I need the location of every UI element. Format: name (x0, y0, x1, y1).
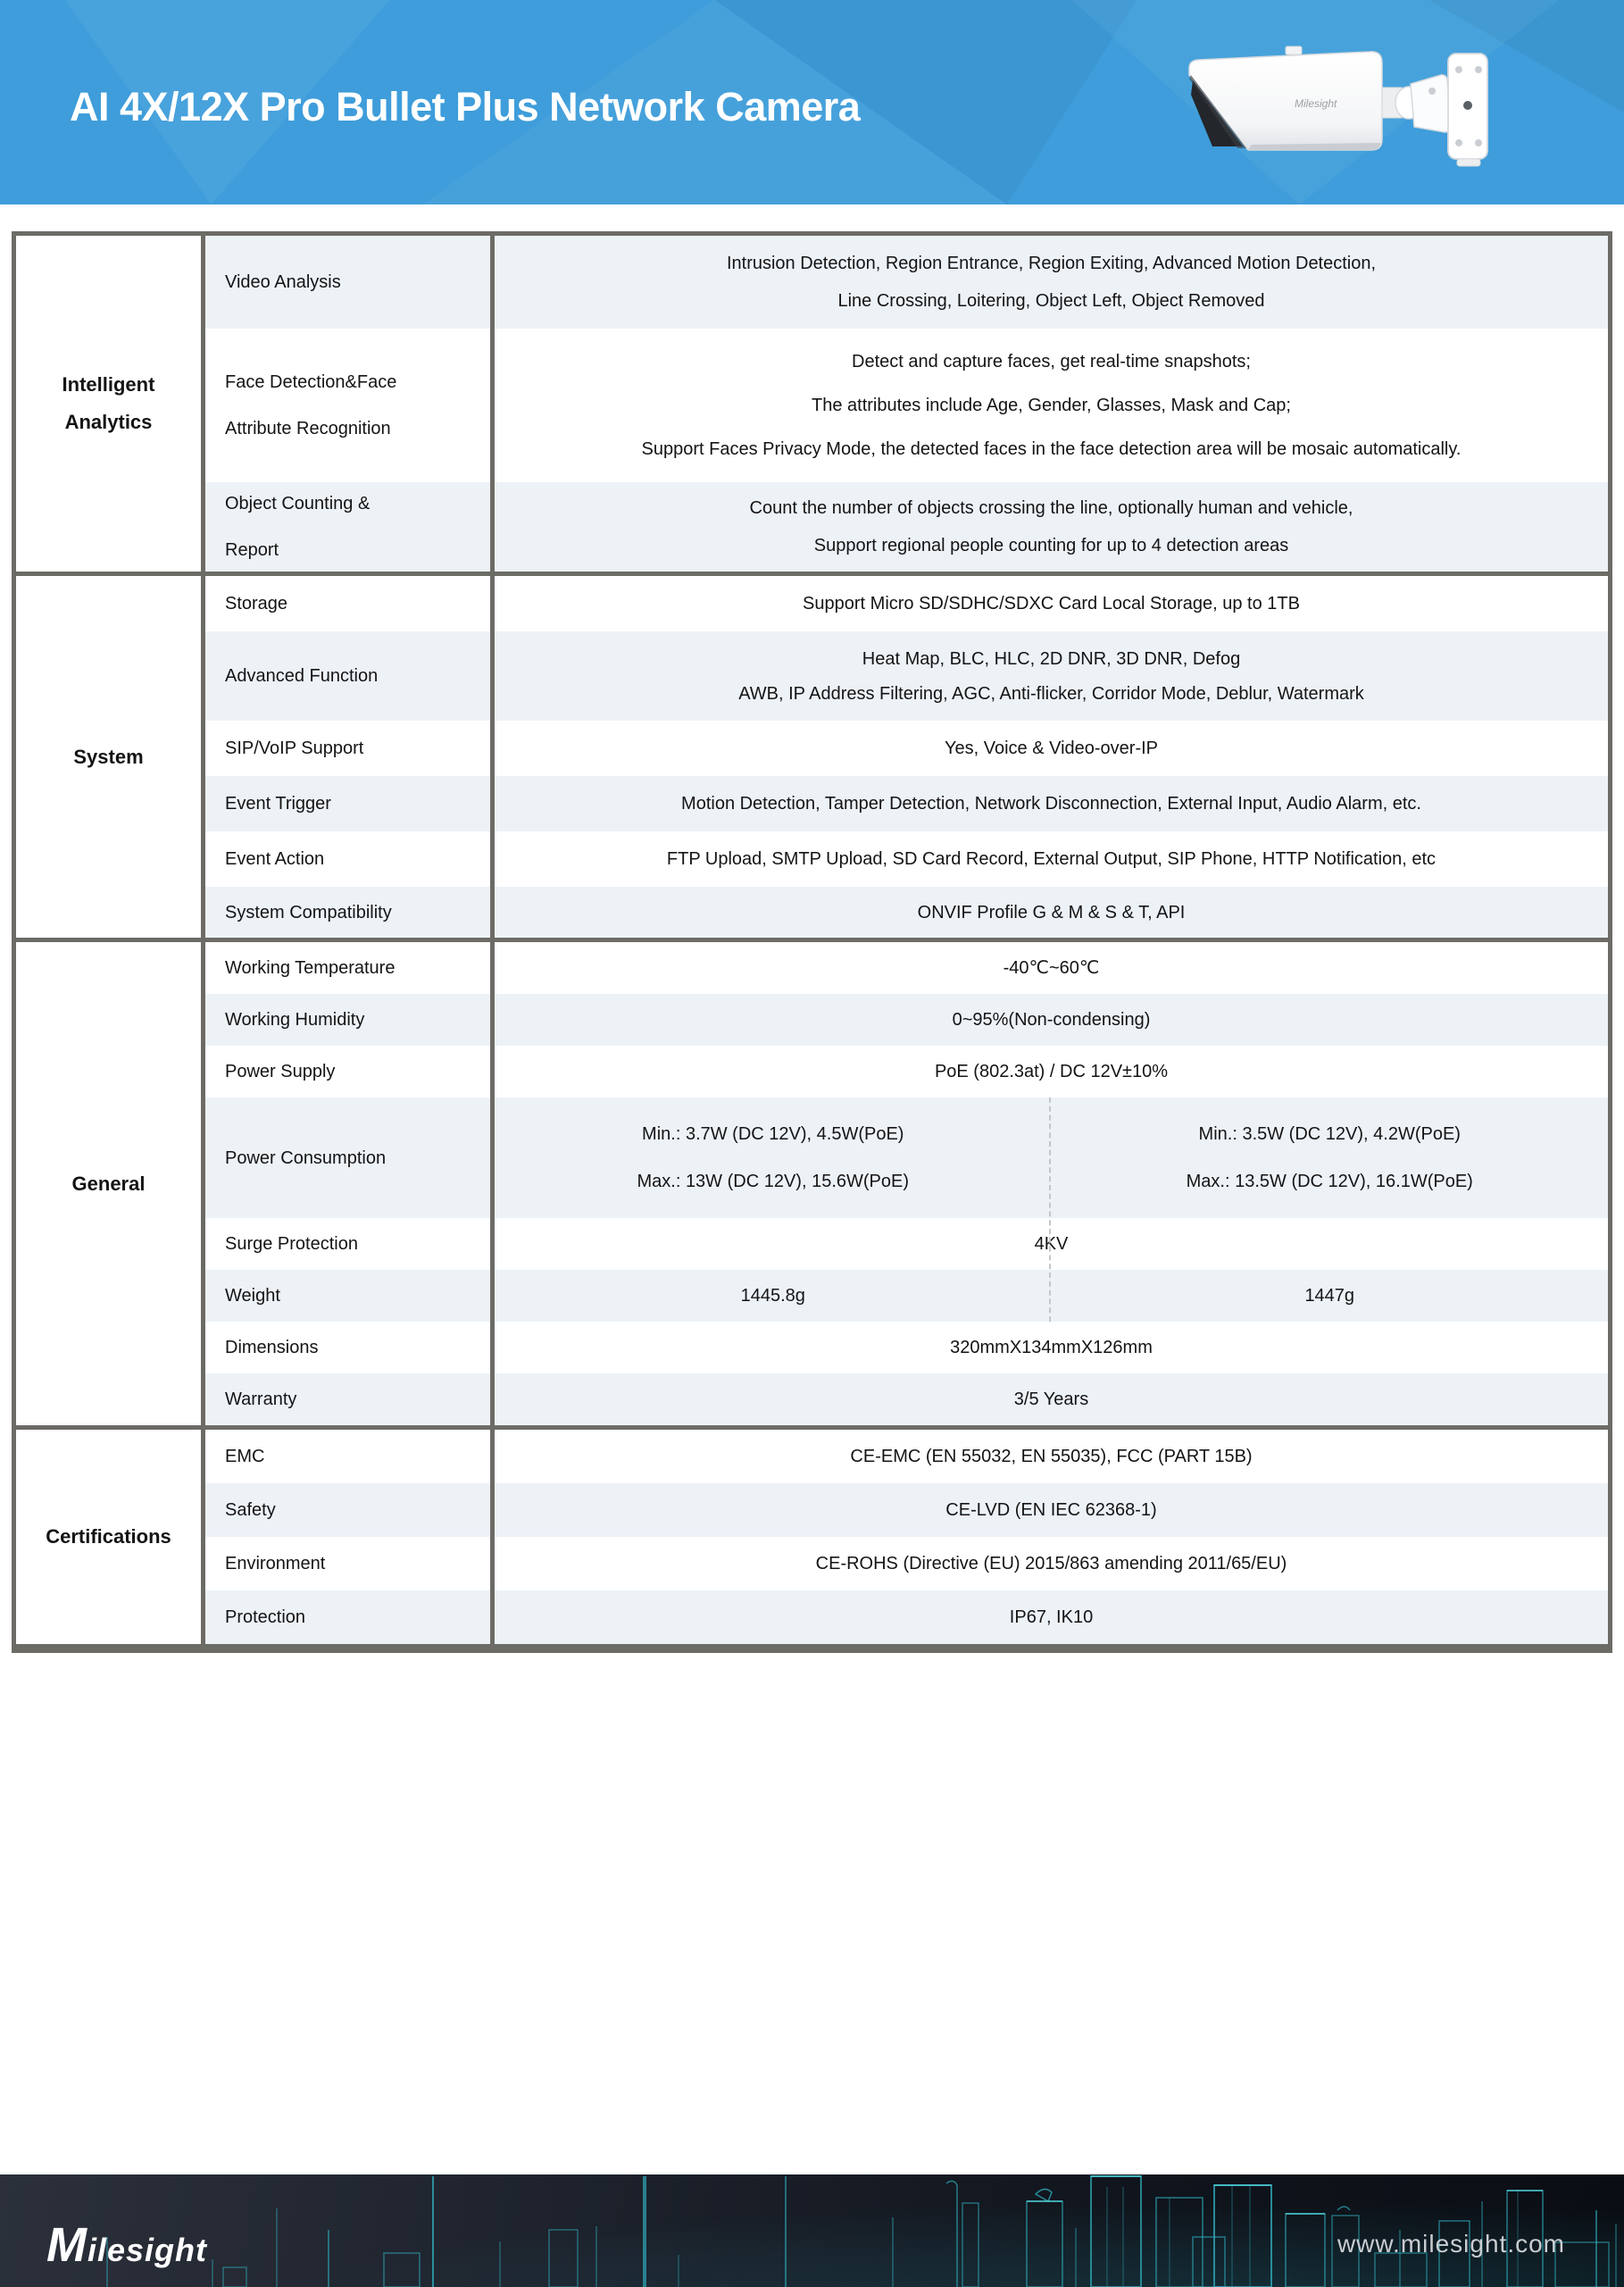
milesight-logo: Milesight (46, 2218, 208, 2272)
spec-row-warranty (205, 1373, 1608, 1425)
spec-row-weight (205, 1270, 1608, 1322)
row-value: 4KV (495, 1218, 1608, 1270)
row-value (495, 1270, 1608, 1322)
row-label: SIP/VoIP Support (205, 721, 495, 776)
row-value: Yes, Voice & Video-over-IP (495, 721, 1608, 776)
spec-row-event-trigger (205, 776, 1608, 831)
row-value: CE-EMC (EN 55032, EN 55035), FCC (PART 15B) (495, 1430, 1608, 1483)
footer-website: www.milesight.com (1337, 2230, 1565, 2258)
row-label: Weight (205, 1270, 495, 1322)
dashed-column-divider (1049, 1098, 1051, 1322)
row-label: Working Temperature (205, 942, 495, 994)
spec-row-protection (205, 1590, 1608, 1644)
row-label: Event Action (205, 831, 495, 887)
spec-row-object-counting (205, 482, 1608, 572)
row-value: 3/5 Years (495, 1373, 1608, 1425)
row-value: 0~95%(Non-condensing) (495, 994, 1608, 1046)
power-consumption-model-a: Min.: 3.7W (DC 12V), 4.5W(PoE) Max.: 13W (DC 12V), 15.6W(PoE) (637, 1124, 910, 1191)
row-label: Event Trigger (205, 776, 495, 831)
row-value: Heat Map, BLC, HLC, 2D DNR, 3D DNR, Defog AWB, IP Address Filtering, AGC, Anti-flicker, Corridor Mode, Deblur, Watermark (495, 631, 1608, 721)
spec-row-face-detection (205, 329, 1608, 482)
section-general (16, 942, 1608, 1430)
spec-row-surge-protection (205, 1218, 1608, 1270)
row-value: CE-ROHS (Directive (EU) 2015/863 amending 2011/65/EU) (495, 1537, 1608, 1590)
row-label: Protection (205, 1590, 495, 1644)
row-value: Motion Detection, Tamper Detection, Network Disconnection, External Input, Audio Alarm, etc. (495, 776, 1608, 831)
row-label: Warranty (205, 1373, 495, 1425)
row-label: Working Humidity (205, 994, 495, 1046)
section-system (16, 576, 1608, 942)
header-banner (0, 0, 1624, 204)
weight-model-b: 1447g (1304, 1286, 1355, 1306)
row-value: Detect and capture faces, get real-time snapshots; The attributes include Age, Gender, Glasses, Mask and Cap; Support Faces Privacy Mode, the detected faces in the face detection area will be mosaic automatically. (495, 329, 1608, 482)
row-value: Support Micro SD/SDHC/SDXC Card Local Storage, up to 1TB (495, 576, 1608, 631)
row-value: -40℃~60℃ (495, 942, 1608, 994)
weight-model-a: 1445.8g (740, 1286, 805, 1306)
spec-row-power-supply (205, 1046, 1608, 1098)
row-value (495, 1098, 1608, 1218)
section-name: Intelligent Analytics (16, 236, 205, 572)
row-value: IP67, IK10 (495, 1590, 1608, 1644)
spec-row-video-analysis (205, 236, 1608, 329)
spec-row-safety (205, 1483, 1608, 1537)
row-value: ONVIF Profile G & M & S & T, API (495, 887, 1608, 938)
row-value: PoE (802.3at) / DC 12V±10% (495, 1046, 1608, 1098)
row-label: Power Consumption (205, 1098, 495, 1218)
row-value: 320mmX134mmX126mm (495, 1322, 1608, 1373)
spec-table (12, 231, 1612, 1653)
section-name: Certifications (16, 1430, 205, 1644)
spec-row-dimensions (205, 1322, 1608, 1373)
spec-row-working-humidity (205, 994, 1608, 1046)
spec-row-storage (205, 576, 1608, 631)
row-value: Intrusion Detection, Region Entrance, Region Exiting, Advanced Motion Detection, Line Crossing, Loitering, Object Left, Object Removed (495, 236, 1608, 329)
spec-row-emc (205, 1430, 1608, 1483)
page-title: AI 4X/12X Pro Bullet Plus Network Camera (70, 84, 861, 129)
row-value: Count the number of objects crossing the line, optionally human and vehicle, Support regional people counting for up to 4 detection areas (495, 482, 1608, 572)
row-label: Dimensions (205, 1322, 495, 1373)
footer (0, 2174, 1624, 2287)
row-label: Face Detection&Face Attribute Recognition (205, 329, 495, 482)
row-label: Object Counting & Report (205, 482, 495, 572)
spec-row-event-action (205, 831, 1608, 887)
power-consumption-model-b: Min.: 3.5W (DC 12V), 4.2W(PoE) Max.: 13.5W (DC 12V), 16.1W(PoE) (1186, 1124, 1473, 1191)
spec-row-sip-voip (205, 721, 1608, 776)
row-label: Surge Protection (205, 1218, 495, 1270)
row-label: Power Supply (205, 1046, 495, 1098)
row-value: CE-LVD (EN IEC 62368-1) (495, 1483, 1608, 1537)
spec-row-system-compatibility (205, 887, 1608, 938)
camera-brand-label: Milesight (1295, 97, 1337, 110)
spec-row-advanced-function (205, 631, 1608, 721)
row-label: Advanced Function (205, 631, 495, 721)
row-label: System Compatibility (205, 887, 495, 938)
row-label: Environment (205, 1537, 495, 1590)
row-label: EMC (205, 1430, 495, 1483)
section-name: System (16, 576, 205, 938)
row-label: Video Analysis (205, 236, 495, 329)
row-value: FTP Upload, SMTP Upload, SD Card Record, External Output, SIP Phone, HTTP Notification, etc (495, 831, 1608, 887)
spec-row-working-temperature (205, 942, 1608, 994)
section-name: General (16, 942, 205, 1425)
section-intelligent-analytics (16, 236, 1608, 576)
row-label: Storage (205, 576, 495, 631)
spec-row-environment (205, 1537, 1608, 1590)
bullet-camera-image (1180, 39, 1495, 173)
row-label: Safety (205, 1483, 495, 1537)
spec-row-power-consumption (205, 1098, 1608, 1218)
section-certifications (16, 1430, 1608, 1648)
